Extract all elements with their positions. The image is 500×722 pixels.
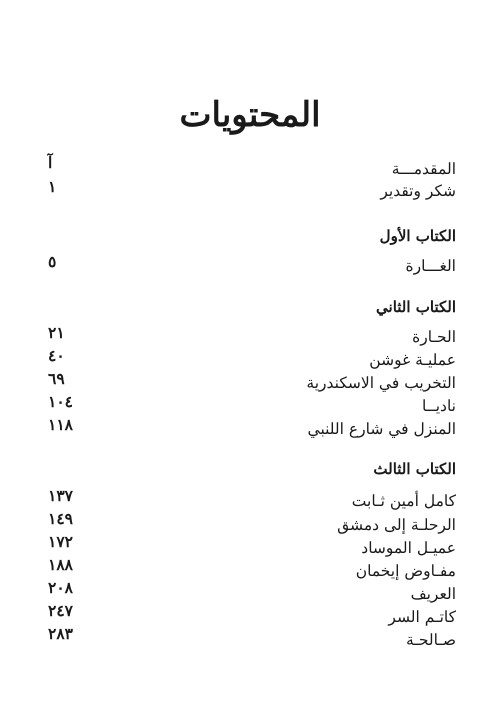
toc-entry-page: ٢١: [48, 323, 65, 342]
toc-entry-title: العريف: [410, 585, 456, 603]
section-heading: الكتاب الثالث: [373, 460, 456, 478]
toc-entry-title: شكر وتقدير: [380, 182, 456, 200]
section-heading: الكتاب الأول: [379, 227, 456, 245]
toc-entry-page: ٢٤٧: [48, 601, 73, 620]
toc-entry-page: ٥: [48, 252, 57, 271]
toc-entry-page: ١: [48, 177, 57, 196]
toc-entry-page: ١٤٩: [48, 509, 73, 528]
toc-entry-page: ٢٨٣: [48, 624, 73, 643]
toc-entry-title: عمليـة غوشن: [369, 351, 456, 369]
toc-entry-page: ١٨٨: [48, 555, 73, 574]
toc-entry-page: ١٠٤: [48, 392, 73, 411]
toc-entry-title: كامل أمين ثـابت: [351, 492, 456, 510]
toc-entry-title: المنزل في شارع اللنبي: [307, 420, 456, 438]
page-title: المحتويات: [179, 95, 321, 135]
toc-entry-title: الرحلـة إلى دمشق: [337, 516, 456, 534]
toc-entry-title: صـالحـة: [405, 631, 456, 649]
toc-entry-title: الغـــارة: [405, 257, 456, 275]
toc-entry-title: المقدمـــة: [391, 160, 456, 178]
toc-entry-title: التخريب في الاسكندرية: [306, 374, 456, 392]
section-heading: الكتاب الثاني: [376, 298, 456, 316]
toc-entry-title: مفـاوض إيخمان: [355, 562, 456, 580]
toc-entry-title: ناديــا: [421, 397, 456, 415]
toc-entry-title: عميـل الموساد: [361, 539, 456, 557]
toc-entry-page: ١٣٧: [48, 486, 73, 505]
toc-entry-page: ٤٠: [48, 346, 65, 365]
toc-entry-page: آ: [48, 153, 53, 172]
toc-entry-page: ١٧٢: [48, 532, 73, 551]
toc-entry-page: ١١٨: [48, 415, 73, 434]
toc-entry-title: كاتـم السر: [388, 608, 456, 626]
toc-entry-page: ٢٠٨: [48, 578, 73, 597]
toc-entry-page: ٦٩: [48, 369, 65, 388]
toc-entry-title: الحـارة: [412, 328, 456, 346]
